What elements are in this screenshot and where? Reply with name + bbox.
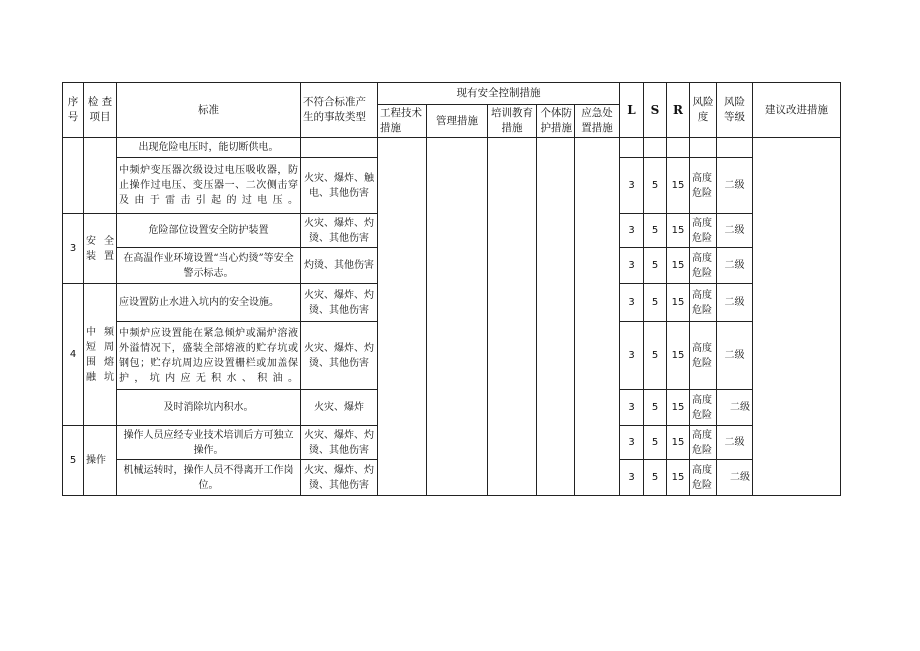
s-cell: 5 <box>644 284 667 322</box>
degree-cell <box>690 138 717 158</box>
level-cell: 二级 <box>717 248 753 284</box>
level-cell: 二级 <box>717 322 753 390</box>
s-cell: 5 <box>644 322 667 390</box>
accident-cell: 火灾、爆炸、触电、其他伤害 <box>301 158 378 214</box>
accident-cell: 火灾、爆炸、灼烫、其他伤害 <box>301 460 378 496</box>
l-cell: 3 <box>620 284 644 322</box>
accident-cell: 灼烫、其他伤害 <box>301 248 378 284</box>
s-cell: 5 <box>644 158 667 214</box>
level-cell: 二级 <box>717 426 753 460</box>
r-cell <box>667 138 690 158</box>
standard-cell: 及时消除坑内积水。 <box>117 390 301 426</box>
header-risk-level: 风险等级 <box>717 83 753 138</box>
level-cell: 二级 <box>717 214 753 248</box>
ppe-cell <box>537 138 575 496</box>
degree-cell: 高度危险 <box>690 284 717 322</box>
accident-cell: 火灾、爆炸、灼烫、其他伤害 <box>301 214 378 248</box>
r-cell: 15 <box>667 460 690 496</box>
s-cell: 5 <box>644 426 667 460</box>
improve-cell <box>753 138 841 496</box>
r-cell: 15 <box>667 390 690 426</box>
accident-cell <box>301 138 378 158</box>
level-cell: 二级 <box>717 158 753 214</box>
standard-cell: 出现危险电压时，能切断供电。 <box>117 138 301 158</box>
header-r: R <box>667 83 690 138</box>
train-cell <box>488 138 537 496</box>
header-controls: 现有安全控制措施 <box>378 83 620 105</box>
header-train: 培训教育措施 <box>488 105 537 138</box>
accident-cell: 火灾、爆炸、灼烫、其他伤害 <box>301 284 378 322</box>
level-cell <box>717 138 753 158</box>
header-eng: 工程技术措施 <box>378 105 427 138</box>
standard-cell: 危险部位设置安全防护装置 <box>117 214 301 248</box>
l-cell: 3 <box>620 248 644 284</box>
r-cell: 15 <box>667 214 690 248</box>
r-cell: 15 <box>667 284 690 322</box>
emerg-cell <box>575 138 620 496</box>
l-cell: 3 <box>620 460 644 496</box>
header-improve: 建议改进措施 <box>753 83 841 138</box>
accident-cell: 火灾、爆炸、灼烫、其他伤害 <box>301 426 378 460</box>
seq-cell <box>63 138 84 214</box>
header-l: L <box>620 83 644 138</box>
s-cell: 5 <box>644 248 667 284</box>
l-cell <box>620 138 644 158</box>
degree-cell: 高度危险 <box>690 214 717 248</box>
standard-cell: 机械运转时，操作人员不得离开工作岗位。 <box>117 460 301 496</box>
table-row <box>63 138 841 158</box>
header-accident: 不符合标准产生的事故类型 <box>301 83 378 138</box>
seq-cell: 3 <box>63 214 84 284</box>
l-cell: 3 <box>620 426 644 460</box>
standard-cell: 中频炉变压器次级设过电压吸收器，防止操作过电压、变压器一、二次侧击穿及由于雷击引起的过电压。 <box>117 158 301 214</box>
r-cell: 15 <box>667 426 690 460</box>
level-cell: 二级 <box>717 390 753 426</box>
seq-cell: 5 <box>63 426 84 496</box>
degree-cell: 高度危险 <box>690 460 717 496</box>
header-standard: 标准 <box>117 83 301 138</box>
degree-cell: 高度危险 <box>690 248 717 284</box>
l-cell: 3 <box>620 390 644 426</box>
level-cell: 二级 <box>717 284 753 322</box>
s-cell: 5 <box>644 214 667 248</box>
header-item: 检 查项目 <box>84 83 117 138</box>
item-cell: 安 全装置 <box>84 214 117 284</box>
header-seq: 序号 <box>63 83 84 138</box>
l-cell: 3 <box>620 158 644 214</box>
s-cell: 5 <box>644 460 667 496</box>
standard-cell: 操作人员应经专业技术培训后方可独立操作。 <box>117 426 301 460</box>
degree-cell: 高度危险 <box>690 322 717 390</box>
standard-cell: 应设置防止水进入坑内的安全设施。 <box>117 284 301 322</box>
r-cell: 15 <box>667 158 690 214</box>
item-cell: 操作 <box>84 426 117 496</box>
risk-assessment-table <box>62 82 841 496</box>
header-ppe: 个体防护措施 <box>537 105 575 138</box>
item-cell: 中 频短 周围 熔融坑 <box>84 284 117 426</box>
level-cell: 二级 <box>717 460 753 496</box>
accident-cell: 火灾、爆炸 <box>301 390 378 426</box>
standard-cell: 中频炉应设置能在紧急倾炉或漏炉溶液外溢情况下，盛装全部熔液的贮存坑或钢包；贮存坑周边应设置栅栏或加盖保护，坑内应无积水、积油。 <box>117 322 301 390</box>
r-cell: 15 <box>667 322 690 390</box>
item-cell <box>84 138 117 214</box>
header-emerg: 应急处置措施 <box>575 105 620 138</box>
header-risk-degree: 风险度 <box>690 83 717 138</box>
header-mgmt: 管理措施 <box>427 105 488 138</box>
standard-cell: 在高温作业环境设置“当心灼烫”等安全警示标志。 <box>117 248 301 284</box>
l-cell: 3 <box>620 322 644 390</box>
degree-cell: 高度危险 <box>690 426 717 460</box>
degree-cell: 高度危险 <box>690 390 717 426</box>
eng-cell <box>378 138 427 496</box>
header-row-1 <box>63 83 841 105</box>
mgmt-cell <box>427 138 488 496</box>
s-cell: 5 <box>644 390 667 426</box>
degree-cell: 高度危险 <box>690 158 717 214</box>
header-s: S <box>644 83 667 138</box>
r-cell: 15 <box>667 248 690 284</box>
s-cell <box>644 138 667 158</box>
l-cell: 3 <box>620 214 644 248</box>
seq-cell: 4 <box>63 284 84 426</box>
accident-cell: 火灾、爆炸、灼烫、其他伤害 <box>301 322 378 390</box>
